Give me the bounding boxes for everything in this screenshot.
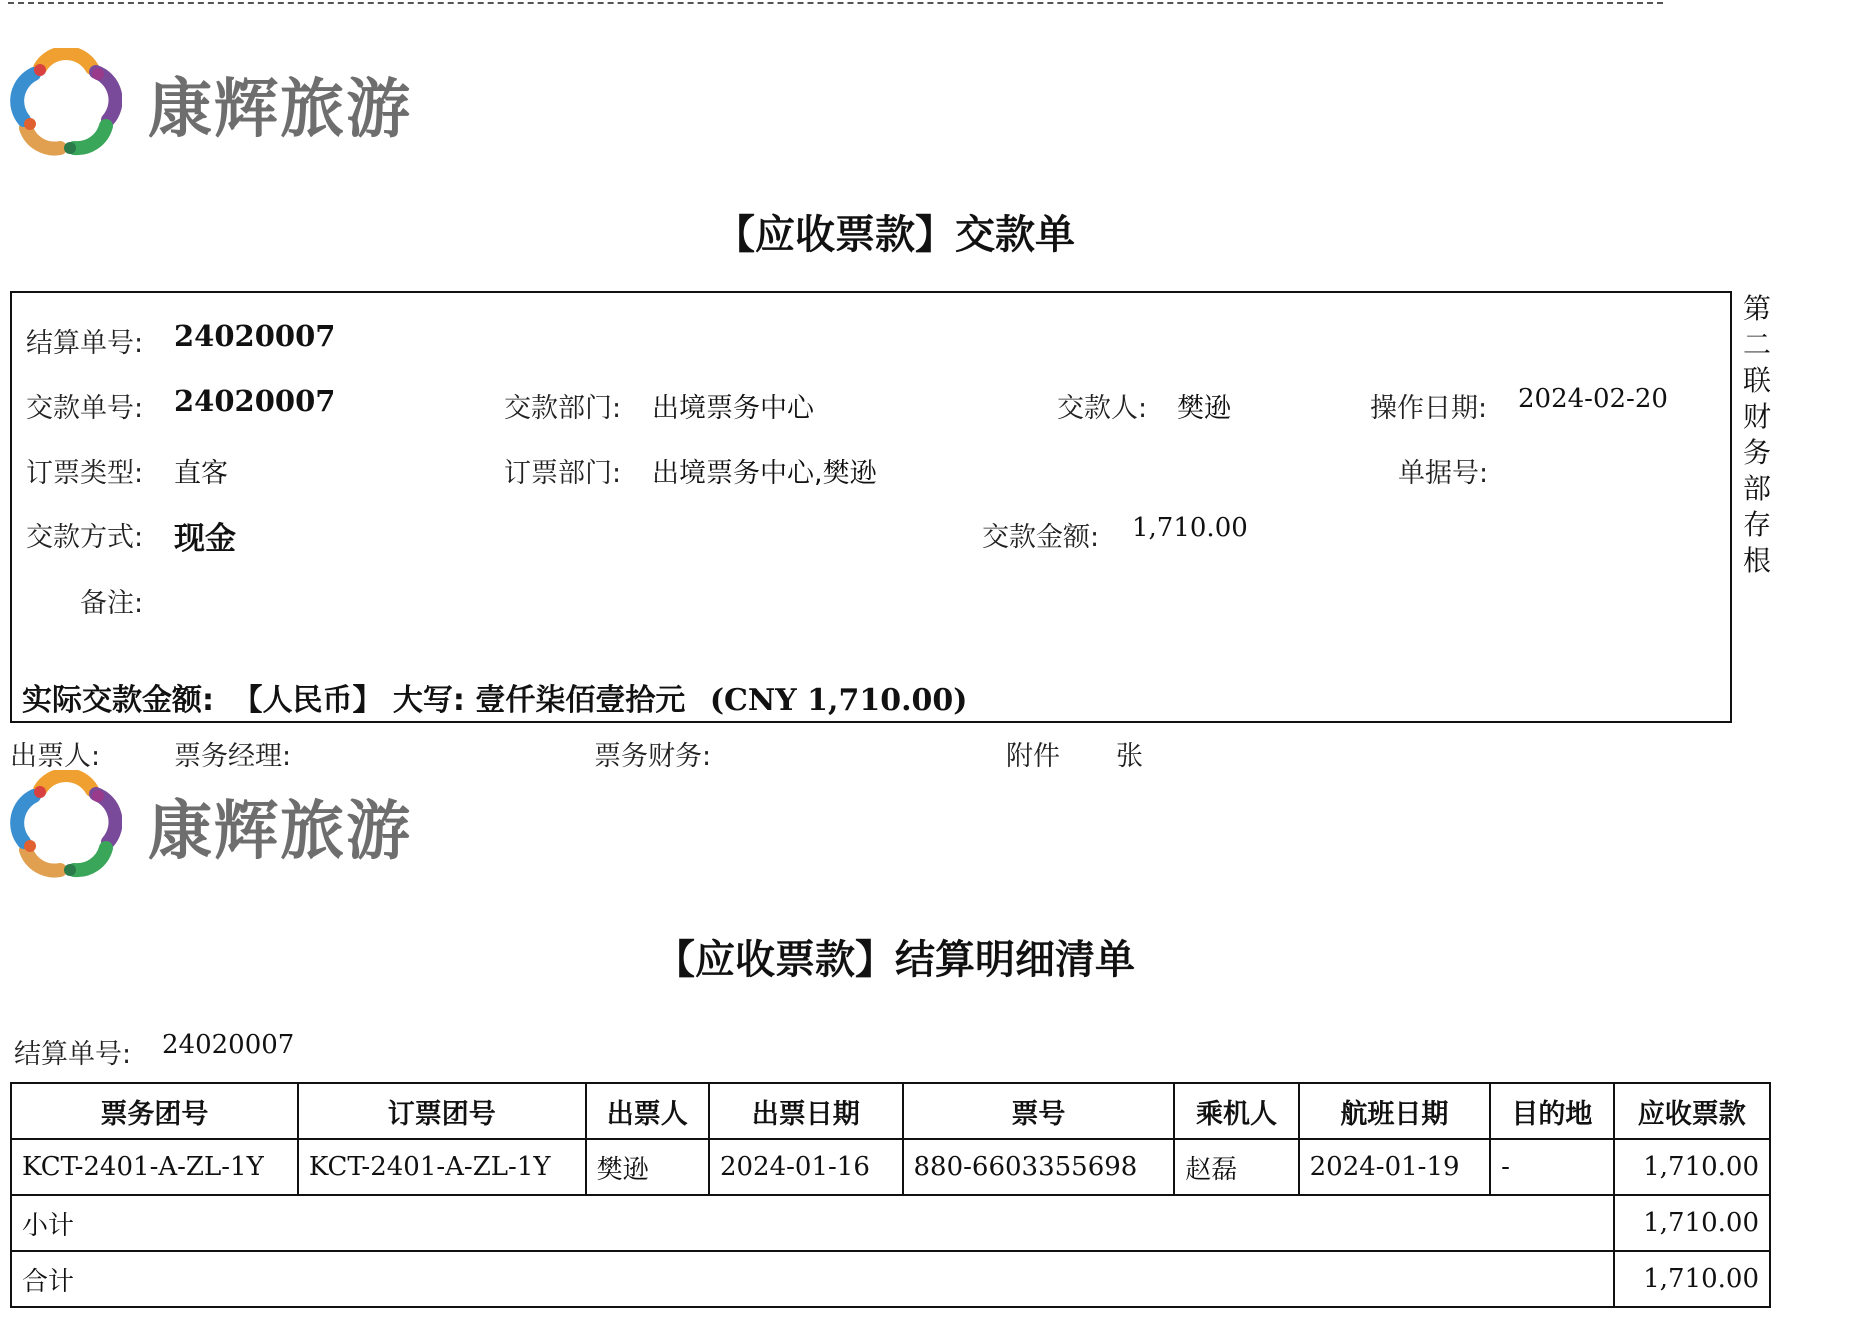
col-flight-date: 航班日期 <box>1299 1083 1491 1139</box>
payer-label: 交款人: <box>1057 393 1148 424</box>
cell-ticket-no: 880-6603355698 <box>903 1139 1175 1195</box>
total-value: 1,710.00 <box>1614 1251 1771 1307</box>
cell-passenger: 赵磊 <box>1174 1139 1298 1195</box>
tear-line <box>8 2 1663 4</box>
col-receivable: 应收票款 <box>1614 1083 1771 1139</box>
dept-label: 交款部门: <box>504 393 622 424</box>
col-ticket-group-no: 票务团号 <box>11 1083 298 1139</box>
total-row <box>11 1251 1770 1307</box>
cell-issue-date: 2024-01-16 <box>709 1139 903 1195</box>
method-label: 交款方式: <box>26 522 144 553</box>
attachment-unit: 张 <box>1116 741 1143 772</box>
flower-logo-icon <box>10 48 122 160</box>
brand-logo-2 <box>10 770 430 880</box>
doc-no-label: 单据号: <box>1398 458 1489 489</box>
settlement-detail-table <box>10 1082 1771 1308</box>
col-passenger: 乘机人 <box>1174 1083 1298 1139</box>
table-header-row <box>11 1083 1770 1139</box>
settle-no-value: 24020007 <box>174 319 336 353</box>
op-date-label: 操作日期: <box>1370 393 1488 424</box>
brand-logo <box>10 48 430 158</box>
payment-slip-title: 【应收票款】交款单 <box>715 212 1075 258</box>
subtotal-row <box>11 1195 1770 1251</box>
actual-amount-label: 实际交款金额: <box>22 683 214 718</box>
cell-flight-date: 2024-01-19 <box>1299 1139 1491 1195</box>
col-destination: 目的地 <box>1490 1083 1613 1139</box>
cell-issuer: 樊逊 <box>586 1139 709 1195</box>
col-ticket-no: 票号 <box>903 1083 1175 1139</box>
currency: 【人民币】 <box>232 683 383 718</box>
ticket-type-value: 直客 <box>174 458 228 489</box>
payer-value: 樊逊 <box>1177 393 1231 424</box>
cell-ticket-group-no: KCT-2401-A-ZL-1Y <box>11 1139 298 1195</box>
ticket-type-label: 订票类型: <box>26 458 144 489</box>
cell-receivable: 1,710.00 <box>1614 1139 1771 1195</box>
pay-no-value: 24020007 <box>174 384 336 418</box>
numeric-amount: (CNY 1,710.00) <box>709 683 968 718</box>
cell-destination: - <box>1490 1139 1613 1195</box>
pay-no-label: 交款单号: <box>26 393 144 424</box>
cell-booking-group-no: KCT-2401-A-ZL-1Y <box>298 1139 586 1195</box>
attachment-label: 附件 <box>1006 741 1060 772</box>
op-date-value: 2024-02-20 <box>1518 384 1668 414</box>
table-row <box>11 1139 1770 1195</box>
amount-value: 1,710.00 <box>1132 513 1248 543</box>
payment-slip-box <box>10 291 1732 723</box>
remark-label: 备注: <box>80 588 144 619</box>
amount-label: 交款金额: <box>982 522 1100 553</box>
detail-settle-no-value: 24020007 <box>162 1030 295 1060</box>
issuer-signature: 出票人: <box>10 741 101 772</box>
detail-settle-no-label: 结算单号: <box>14 1039 132 1070</box>
total-label: 合计 <box>11 1251 1614 1307</box>
manager-signature: 票务经理: <box>174 741 292 772</box>
flower-logo-icon <box>10 770 122 882</box>
capital-amount: 壹仟柒佰壹拾元 <box>475 683 686 718</box>
booking-dept-value: 出境票务中心,樊逊 <box>652 458 877 489</box>
subtotal-label: 小计 <box>11 1195 1614 1251</box>
capital-label: 大写: <box>392 683 465 718</box>
finance-signature: 票务财务: <box>594 741 712 772</box>
subtotal-value: 1,710.00 <box>1614 1195 1771 1251</box>
col-issue-date: 出票日期 <box>709 1083 903 1139</box>
settle-no-label: 结算单号: <box>26 328 144 359</box>
copy-stub-label: 第二联财务部存根 <box>1742 292 1771 577</box>
actual-amount-line <box>22 675 968 719</box>
brand-name: 康辉旅游 <box>148 73 412 147</box>
col-booking-group-no: 订票团号 <box>298 1083 586 1139</box>
method-value: 现金 <box>174 521 236 557</box>
booking-dept-label: 订票部门: <box>504 458 622 489</box>
col-issuer: 出票人 <box>586 1083 709 1139</box>
dept-value: 出境票务中心 <box>652 393 814 424</box>
brand-name: 康辉旅游 <box>148 795 412 869</box>
detail-list-title: 【应收票款】结算明细清单 <box>655 937 1135 983</box>
